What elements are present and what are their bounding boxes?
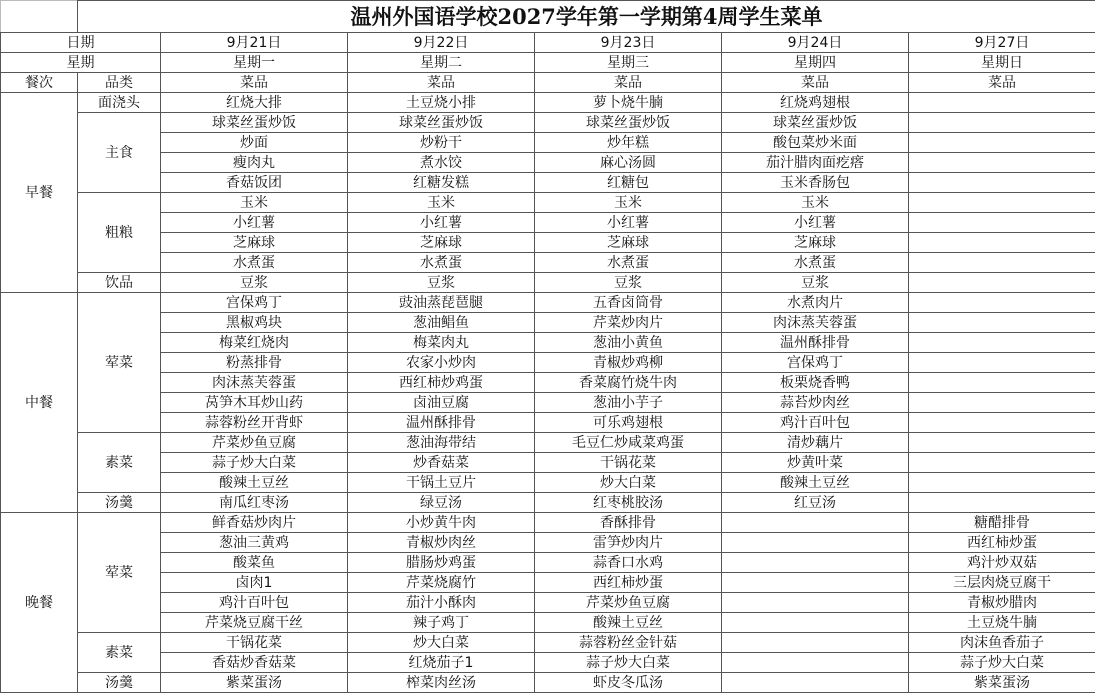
dish-cell: 玉米香肠包 (722, 173, 909, 193)
dish-cell (909, 313, 1095, 333)
dish-cell: 炒大白菜 (535, 473, 722, 493)
category-cell: 汤羹 (78, 673, 161, 693)
menu-row (1, 593, 1095, 613)
dish-cell (909, 333, 1095, 353)
dish-cell (909, 253, 1095, 273)
dish-cell: 宫保鸡丁 (161, 293, 348, 313)
dish-cell: 豆浆 (722, 273, 909, 293)
dish-cell: 西红柿炒鸡蛋 (348, 373, 535, 393)
menu-row (1, 413, 1095, 433)
dish-cell (909, 473, 1095, 493)
menu-row (1, 353, 1095, 373)
dish-cell: 温州酥排骨 (348, 413, 535, 433)
dish-cell: 萝卜烧牛腩 (535, 93, 722, 113)
dish-cell: 红豆汤 (722, 493, 909, 513)
dish-cell: 炒香菇菜 (348, 453, 535, 473)
menu-row (1, 133, 1095, 153)
dish-cell: 虾皮冬瓜汤 (535, 673, 722, 693)
dish-cell: 香菇饭团 (161, 173, 348, 193)
menu-row (1, 393, 1095, 413)
menu-row (1, 193, 1095, 213)
category-cell: 饮品 (78, 273, 161, 293)
menu-row (1, 673, 1095, 693)
menu-row (1, 273, 1095, 293)
dish-cell: 水煮肉片 (722, 293, 909, 313)
menu-title: 温州外国语学校2027学年第一学期第4周学生菜单 (78, 1, 1095, 33)
dish-cell: 青椒炒腊肉 (909, 593, 1095, 613)
dish-cell: 雷笋炒肉片 (535, 533, 722, 553)
dish-cell: 炒年糕 (535, 133, 722, 153)
dish-cell: 玉米 (722, 193, 909, 213)
menu-row (1, 213, 1095, 233)
dish-cell: 小红薯 (722, 213, 909, 233)
dish-cell: 卤油豆腐 (348, 393, 535, 413)
dish-column-header: 菜品 (909, 73, 1095, 93)
menu-row (1, 373, 1095, 393)
dish-cell: 麻心汤圆 (535, 153, 722, 173)
dish-cell: 红糖包 (535, 173, 722, 193)
dish-cell: 蒜子炒大白菜 (535, 653, 722, 673)
dish-cell: 蒜子炒大白菜 (909, 653, 1095, 673)
dish-cell: 鲜香菇炒肉片 (161, 513, 348, 533)
dish-cell: 蒜蓉粉丝开背虾 (161, 413, 348, 433)
dish-cell (909, 453, 1095, 473)
menu-row (1, 93, 1095, 113)
date-row (1, 33, 1095, 53)
dish-cell (909, 173, 1095, 193)
dish-cell: 芝麻球 (722, 233, 909, 253)
dish-cell: 绿豆汤 (348, 493, 535, 513)
dish-cell: 豆浆 (161, 273, 348, 293)
dish-cell: 南瓜红枣汤 (161, 493, 348, 513)
menu-row (1, 533, 1095, 553)
menu-row (1, 253, 1095, 273)
dish-cell: 豆浆 (535, 273, 722, 293)
menu-row (1, 553, 1095, 573)
dish-cell: 青椒炒肉丝 (348, 533, 535, 553)
dish-cell: 玉米 (161, 193, 348, 213)
dish-cell: 葱油三黄鸡 (161, 533, 348, 553)
dish-cell (909, 293, 1095, 313)
dish-cell: 红烧大排 (161, 93, 348, 113)
dish-cell: 红烧鸡翅根 (722, 93, 909, 113)
dish-cell: 紫菜蛋汤 (161, 673, 348, 693)
date-cell: 9月27日 (909, 33, 1095, 53)
category-column-header: 品类 (78, 73, 161, 93)
dish-cell: 香菇炒香菇菜 (161, 653, 348, 673)
dish-cell: 农家小炒肉 (348, 353, 535, 373)
dish-cell: 香菜腐竹烧牛肉 (535, 373, 722, 393)
dish-cell: 芝麻球 (348, 233, 535, 253)
dish-cell: 芹菜炒鱼豆腐 (535, 593, 722, 613)
dish-cell: 鸡汁百叶包 (161, 593, 348, 613)
dish-cell: 炒大白菜 (348, 633, 535, 653)
dish-cell (909, 273, 1095, 293)
dish-cell: 西红柿炒蛋 (535, 573, 722, 593)
menu-row (1, 313, 1095, 333)
meal-column-header: 餐次 (1, 73, 78, 93)
meal-name-cell: 早餐 (1, 93, 78, 293)
dish-cell: 肉沫蒸芙蓉蛋 (722, 313, 909, 333)
dish-cell: 酸辣土豆丝 (722, 473, 909, 493)
category-cell: 面浇头 (78, 93, 161, 113)
dish-cell (909, 233, 1095, 253)
dish-cell: 粉蒸排骨 (161, 353, 348, 373)
dish-cell: 小红薯 (348, 213, 535, 233)
dish-cell: 板栗烧香鸭 (722, 373, 909, 393)
dish-cell: 蒜蓉粉丝金针菇 (535, 633, 722, 653)
menu-row (1, 153, 1095, 173)
menu-row (1, 173, 1095, 193)
dish-cell: 水煮蛋 (722, 253, 909, 273)
date-label: 日期 (1, 33, 161, 53)
dish-cell: 煮水饺 (348, 153, 535, 173)
dish-cell: 酸辣土豆丝 (161, 473, 348, 493)
dish-cell: 宫保鸡丁 (722, 353, 909, 373)
dish-cell: 球菜丝蛋炒饭 (535, 113, 722, 133)
dish-cell: 葱油小黄鱼 (535, 333, 722, 353)
dish-cell: 鸡汁炒双菇 (909, 553, 1095, 573)
dish-cell: 葱油海带结 (348, 433, 535, 453)
dish-cell: 干锅土豆片 (348, 473, 535, 493)
dish-cell: 小炒黄牛肉 (348, 513, 535, 533)
dish-cell: 青椒炒鸡柳 (535, 353, 722, 373)
dish-cell: 豉油蒸琵琶腿 (348, 293, 535, 313)
dish-cell: 糖醋排骨 (909, 513, 1095, 533)
date-cell: 9月22日 (348, 33, 535, 53)
dish-cell: 水煮蛋 (161, 253, 348, 273)
dish-cell (909, 413, 1095, 433)
column-header-row (1, 73, 1095, 93)
dish-cell: 芝麻球 (161, 233, 348, 253)
dish-cell: 榨菜肉丝汤 (348, 673, 535, 693)
date-cell: 9月21日 (161, 33, 348, 53)
category-cell: 素菜 (78, 433, 161, 493)
dish-cell: 香酥排骨 (535, 513, 722, 533)
dish-cell (909, 193, 1095, 213)
title-blank-cell (1, 1, 78, 33)
dish-column-header: 菜品 (722, 73, 909, 93)
dish-cell: 红烧茄子1 (348, 653, 535, 673)
menu-row (1, 653, 1095, 673)
dish-cell: 梅菜肉丸 (348, 333, 535, 353)
dish-cell (909, 433, 1095, 453)
dish-cell: 炒面 (161, 133, 348, 153)
weekday-cell: 星期日 (909, 53, 1095, 73)
menu-row (1, 433, 1095, 453)
dish-cell (909, 213, 1095, 233)
menu-row (1, 293, 1095, 313)
dish-cell: 蒜香口水鸡 (535, 553, 722, 573)
dish-cell: 紫菜蛋汤 (909, 673, 1095, 693)
dish-cell: 干锅花菜 (161, 633, 348, 653)
dish-cell (722, 613, 909, 633)
meal-name-cell: 晚餐 (1, 513, 78, 693)
dish-cell: 葱油小芋子 (535, 393, 722, 413)
dish-cell (909, 133, 1095, 153)
dish-column-header: 菜品 (348, 73, 535, 93)
dish-cell: 肉沫蒸芙蓉蛋 (161, 373, 348, 393)
title-row (1, 1, 1095, 33)
menu-row (1, 333, 1095, 353)
dish-cell: 玉米 (348, 193, 535, 213)
dish-cell: 红枣桃胶汤 (535, 493, 722, 513)
dish-cell: 芹菜炒鱼豆腐 (161, 433, 348, 453)
dish-cell (722, 653, 909, 673)
dish-cell: 梅菜红烧肉 (161, 333, 348, 353)
weekday-cell: 星期四 (722, 53, 909, 73)
dish-cell: 酸包菜炒米面 (722, 133, 909, 153)
dish-cell: 清炒藕片 (722, 433, 909, 453)
category-cell: 素菜 (78, 633, 161, 673)
menu-row (1, 473, 1095, 493)
dish-cell: 炒粉干 (348, 133, 535, 153)
dish-cell: 水煮蛋 (348, 253, 535, 273)
dish-cell: 莴笋木耳炒山药 (161, 393, 348, 413)
menu-body (1, 1, 1095, 693)
dish-cell: 肉沫鱼香茄子 (909, 633, 1095, 653)
dish-cell: 温州酥排骨 (722, 333, 909, 353)
dish-cell: 芹菜炒肉片 (535, 313, 722, 333)
dish-cell: 球菜丝蛋炒饭 (722, 113, 909, 133)
menu-row (1, 633, 1095, 653)
category-cell: 粗粮 (78, 193, 161, 273)
dish-cell (909, 93, 1095, 113)
dish-column-header: 菜品 (535, 73, 722, 93)
menu-row (1, 613, 1095, 633)
menu-row (1, 113, 1095, 133)
dish-cell: 茄汁小酥肉 (348, 593, 535, 613)
dish-cell: 球菜丝蛋炒饭 (348, 113, 535, 133)
dish-cell: 酸菜鱼 (161, 553, 348, 573)
dish-cell: 西红柿炒蛋 (909, 533, 1095, 553)
dish-cell: 玉米 (535, 193, 722, 213)
dish-cell: 红糖发糕 (348, 173, 535, 193)
dish-cell: 三层肉烧豆腐干 (909, 573, 1095, 593)
menu-row (1, 233, 1095, 253)
dish-cell: 卤肉1 (161, 573, 348, 593)
dish-cell: 瘦肉丸 (161, 153, 348, 173)
dish-cell: 芹菜烧腐竹 (348, 573, 535, 593)
dish-cell: 小红薯 (161, 213, 348, 233)
dish-cell (909, 373, 1095, 393)
menu-row (1, 513, 1095, 533)
date-cell: 9月23日 (535, 33, 722, 53)
menu-row (1, 453, 1095, 473)
dish-cell (722, 593, 909, 613)
dish-cell (722, 513, 909, 533)
dish-cell (722, 533, 909, 553)
category-cell: 汤羹 (78, 493, 161, 513)
dish-cell: 酸辣土豆丝 (535, 613, 722, 633)
menu-row (1, 573, 1095, 593)
category-cell: 主食 (78, 113, 161, 193)
dish-cell: 炒黄叶菜 (722, 453, 909, 473)
date-cell: 9月24日 (722, 33, 909, 53)
dish-cell: 腊肠炒鸡蛋 (348, 553, 535, 573)
dish-cell (909, 113, 1095, 133)
dish-cell: 球菜丝蛋炒饭 (161, 113, 348, 133)
dish-cell: 豆浆 (348, 273, 535, 293)
dish-column-header: 菜品 (161, 73, 348, 93)
dish-cell: 黑椒鸡块 (161, 313, 348, 333)
weekday-cell: 星期二 (348, 53, 535, 73)
weekday-label: 星期 (1, 53, 161, 73)
dish-cell: 小红薯 (535, 213, 722, 233)
dish-cell: 鸡汁百叶包 (722, 413, 909, 433)
dish-cell: 可乐鸡翅根 (535, 413, 722, 433)
weekday-row (1, 53, 1095, 73)
dish-cell (909, 153, 1095, 173)
dish-cell: 蒜子炒大白菜 (161, 453, 348, 473)
dish-cell: 土豆烧牛腩 (909, 613, 1095, 633)
dish-cell: 五香卤筒骨 (535, 293, 722, 313)
category-cell: 荤菜 (78, 513, 161, 633)
dish-cell: 辣子鸡丁 (348, 613, 535, 633)
dish-cell (909, 353, 1095, 373)
meal-name-cell: 中餐 (1, 293, 78, 513)
dish-cell: 芹菜烧豆腐干丝 (161, 613, 348, 633)
dish-cell: 水煮蛋 (535, 253, 722, 273)
dish-cell: 芝麻球 (535, 233, 722, 253)
category-cell: 荤菜 (78, 293, 161, 433)
dish-cell (722, 673, 909, 693)
dish-cell: 毛豆仁炒咸菜鸡蛋 (535, 433, 722, 453)
dish-cell (909, 393, 1095, 413)
dish-cell (909, 493, 1095, 513)
dish-cell: 葱油鲳鱼 (348, 313, 535, 333)
menu-row (1, 493, 1095, 513)
dish-cell: 蒜苔炒肉丝 (722, 393, 909, 413)
dish-cell (722, 553, 909, 573)
dish-cell: 茄汁腊肉面疙瘩 (722, 153, 909, 173)
dish-cell (722, 573, 909, 593)
dish-cell: 土豆烧小排 (348, 93, 535, 113)
weekday-cell: 星期三 (535, 53, 722, 73)
dish-cell (722, 633, 909, 653)
dish-cell: 干锅花菜 (535, 453, 722, 473)
weekday-cell: 星期一 (161, 53, 348, 73)
